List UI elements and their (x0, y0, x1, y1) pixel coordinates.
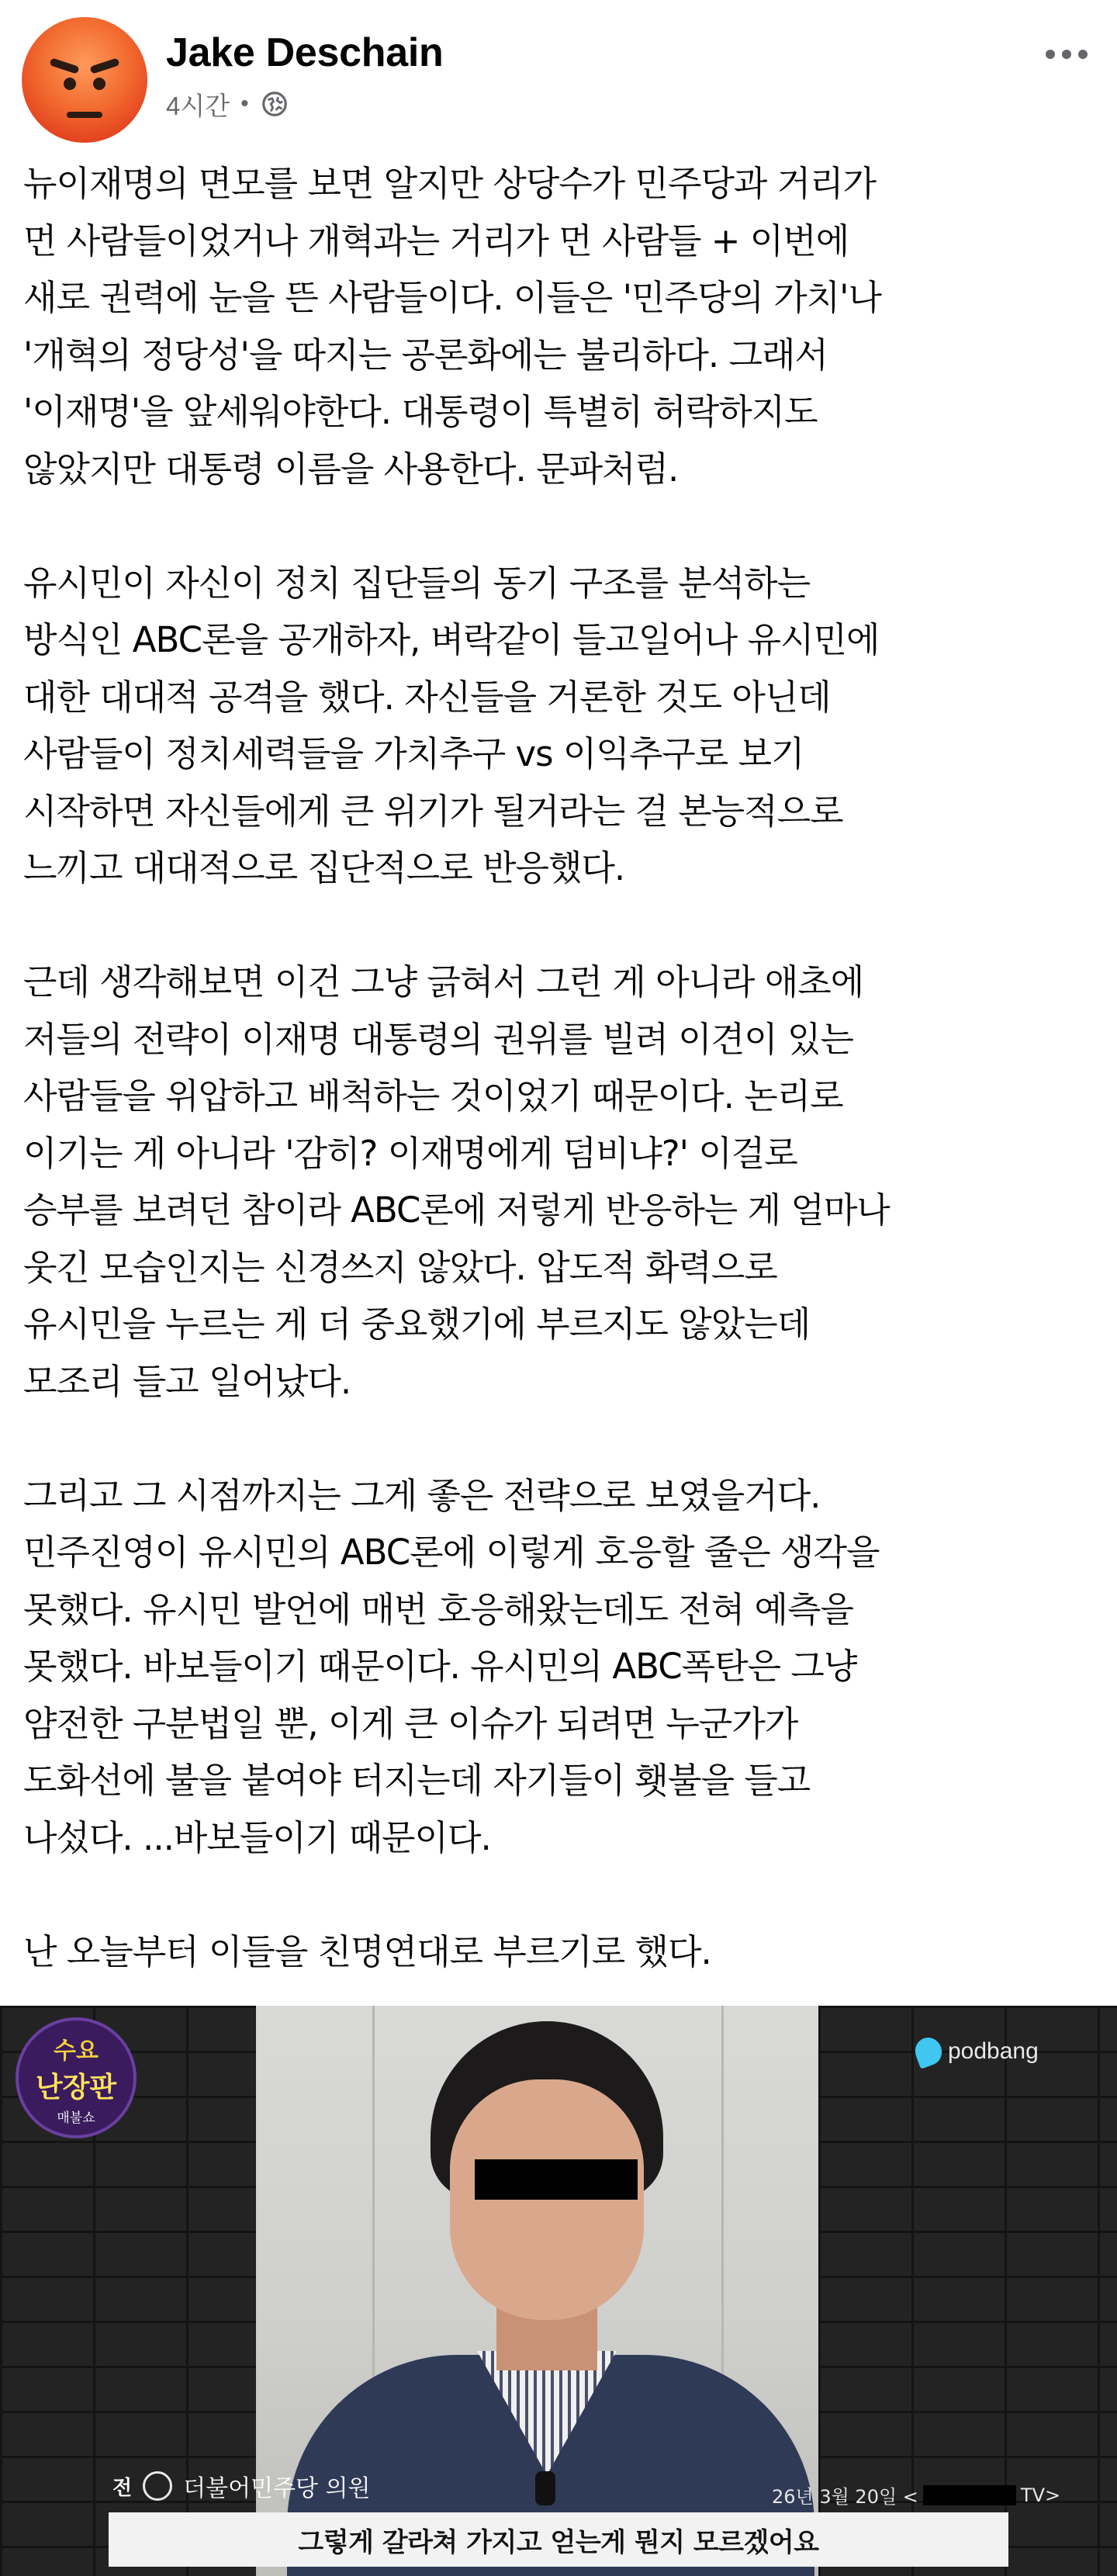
censor-bar (475, 2159, 638, 2200)
post-header (0, 0, 1117, 147)
paragraph (23, 1467, 1098, 1867)
text-line: 저들의 전략이 이재명 대통령의 권위를 빌려 이견이 있는 (23, 1018, 853, 1060)
text-line: 사람들을 위압하고 배척하는 것이었기 때문이다. 논리로 (23, 1075, 843, 1117)
text-line: 나섰다. ...바보들이기 때문이다. (23, 1816, 491, 1858)
meta-separator: • (240, 91, 249, 116)
angry-emoji-icon[interactable] (22, 17, 147, 143)
paragraph (23, 155, 1098, 497)
text-line: 먼 사람들이었거나 개혁과는 거리가 먼 사람들 + 이번에 (23, 220, 849, 261)
text-line: 도화선에 불을 붙여야 터지는데 자기들이 횃불을 들고 (23, 1760, 811, 1801)
text-line: 사람들이 정치세력들을 가치추구 vs 이익추구로 보기 (23, 733, 804, 774)
date-prefix: 26년 3월 20일 < (772, 2486, 918, 2508)
text-line: 민주진영이 유시민의 ABC론에 이렇게 호응할 줄은 생각을 (23, 1532, 880, 1573)
text-line: 시작하면 자신들에게 큰 위기가 될거라는 걸 본능적으로 (23, 790, 843, 832)
text-line: 새로 권력에 눈을 뜬 사람들이다. 이들은 '민주당의 가치'나 (23, 277, 881, 318)
text-line: 난 오늘부터 이들을 친명연대로 부르기로 했다. (23, 1930, 711, 1972)
text-line: 방식인 ABC론을 공개하자, 벼락같이 들고일어나 유시민에 (23, 619, 880, 660)
text-line: 유시민이 자신이 정치 집단들의 동기 구조를 분석하는 (23, 562, 811, 604)
date-suffix: TV> (1020, 2484, 1061, 2506)
lapel-mic (535, 2471, 555, 2505)
party-emblem-icon (143, 2471, 172, 2501)
author-name[interactable]: Jake Deschain (166, 30, 444, 75)
text-line: 않았지만 대통령 이름을 사용한다. 문파처럼. (23, 448, 679, 490)
text-line: 얌전한 구분법일 뿐, 이게 큰 이슈가 되려면 누군가가 (23, 1702, 798, 1744)
text-line: '개혁의 정당성'을 따지는 공론화에는 불리하다. 그래서 (23, 334, 828, 376)
subtitle-text: 그렇게 갈라쳐 가지고 얻는게 뭔지 모르겠어요 (298, 2526, 819, 2558)
text-line: 이기는 게 아니라 '감히? 이재명에게 덤비냐?' 이걸로 (23, 1132, 797, 1174)
globe-icon[interactable] (260, 89, 289, 119)
text-line: 모조리 들고 일어났다. (23, 1360, 351, 1402)
text-line: 대한 대대적 공격을 했다. 자신들을 거론한 것도 아닌데 (23, 676, 831, 718)
text-line: 못했다. 바보들이기 때문이다. 유시민의 ABC폭탄은 그냥 (23, 1646, 857, 1687)
paragraph (23, 1923, 1098, 1981)
redacted-channel (923, 2485, 1016, 2505)
caption-party: 더불어민주당 의원 (183, 2475, 371, 2502)
text-line: 뉴이재명의 면모를 보면 알지만 상당수가 민주당과 거리가 (23, 163, 877, 204)
text-line: 그리고 그 시점까지는 그게 좋은 전략으로 보였을거다. (23, 1474, 821, 1516)
more-horizontal-icon[interactable] (1039, 43, 1094, 66)
post-timestamp[interactable]: 4시간 (166, 91, 230, 120)
paragraph (23, 954, 1098, 1410)
text-line: 유시민을 누르는 게 더 중요했기에 부르지도 않았는데 (23, 1304, 811, 1345)
subtitle-bar (109, 2512, 1008, 2567)
show-badge (16, 2017, 137, 2138)
text-line: 승부를 보려던 참이라 ABC론에 저렇게 반응하는 게 얼마나 (23, 1189, 890, 1231)
text-line: 느끼고 대대적으로 집단적으로 반응했다. (23, 847, 625, 888)
badge-line-1: 수요 (54, 2038, 99, 2065)
text-line: 웃긴 모습인지는 신경쓰지 않았다. 압도적 화력으로 (23, 1246, 777, 1288)
text-line: 못했다. 유시민 발언에 매번 호응해왔는데도 전혀 예측을 (23, 1588, 853, 1630)
logo-text: podbang (948, 2038, 1039, 2064)
badge-line-3: 매불쇼 (57, 2110, 95, 2126)
speaker-caption (112, 2467, 371, 2505)
paragraph (23, 555, 1098, 897)
podbang-logo-icon (911, 2034, 946, 2069)
podbang-logo (915, 2034, 1039, 2069)
text-line: '이재명'을 앞세워야한다. 대통령이 특별히 허락하지도 (23, 391, 818, 432)
text-line: 근데 생각해보면 이건 그냥 긁혀서 그런 게 아니라 애초에 (23, 961, 864, 1002)
caption-prefix: 전 (112, 2476, 133, 2500)
person-face (450, 2079, 644, 2320)
post-meta (166, 87, 289, 121)
badge-line-2: 난장판 (35, 2072, 117, 2103)
post-text (23, 155, 1098, 1980)
broadcast-date (772, 2481, 1060, 2508)
